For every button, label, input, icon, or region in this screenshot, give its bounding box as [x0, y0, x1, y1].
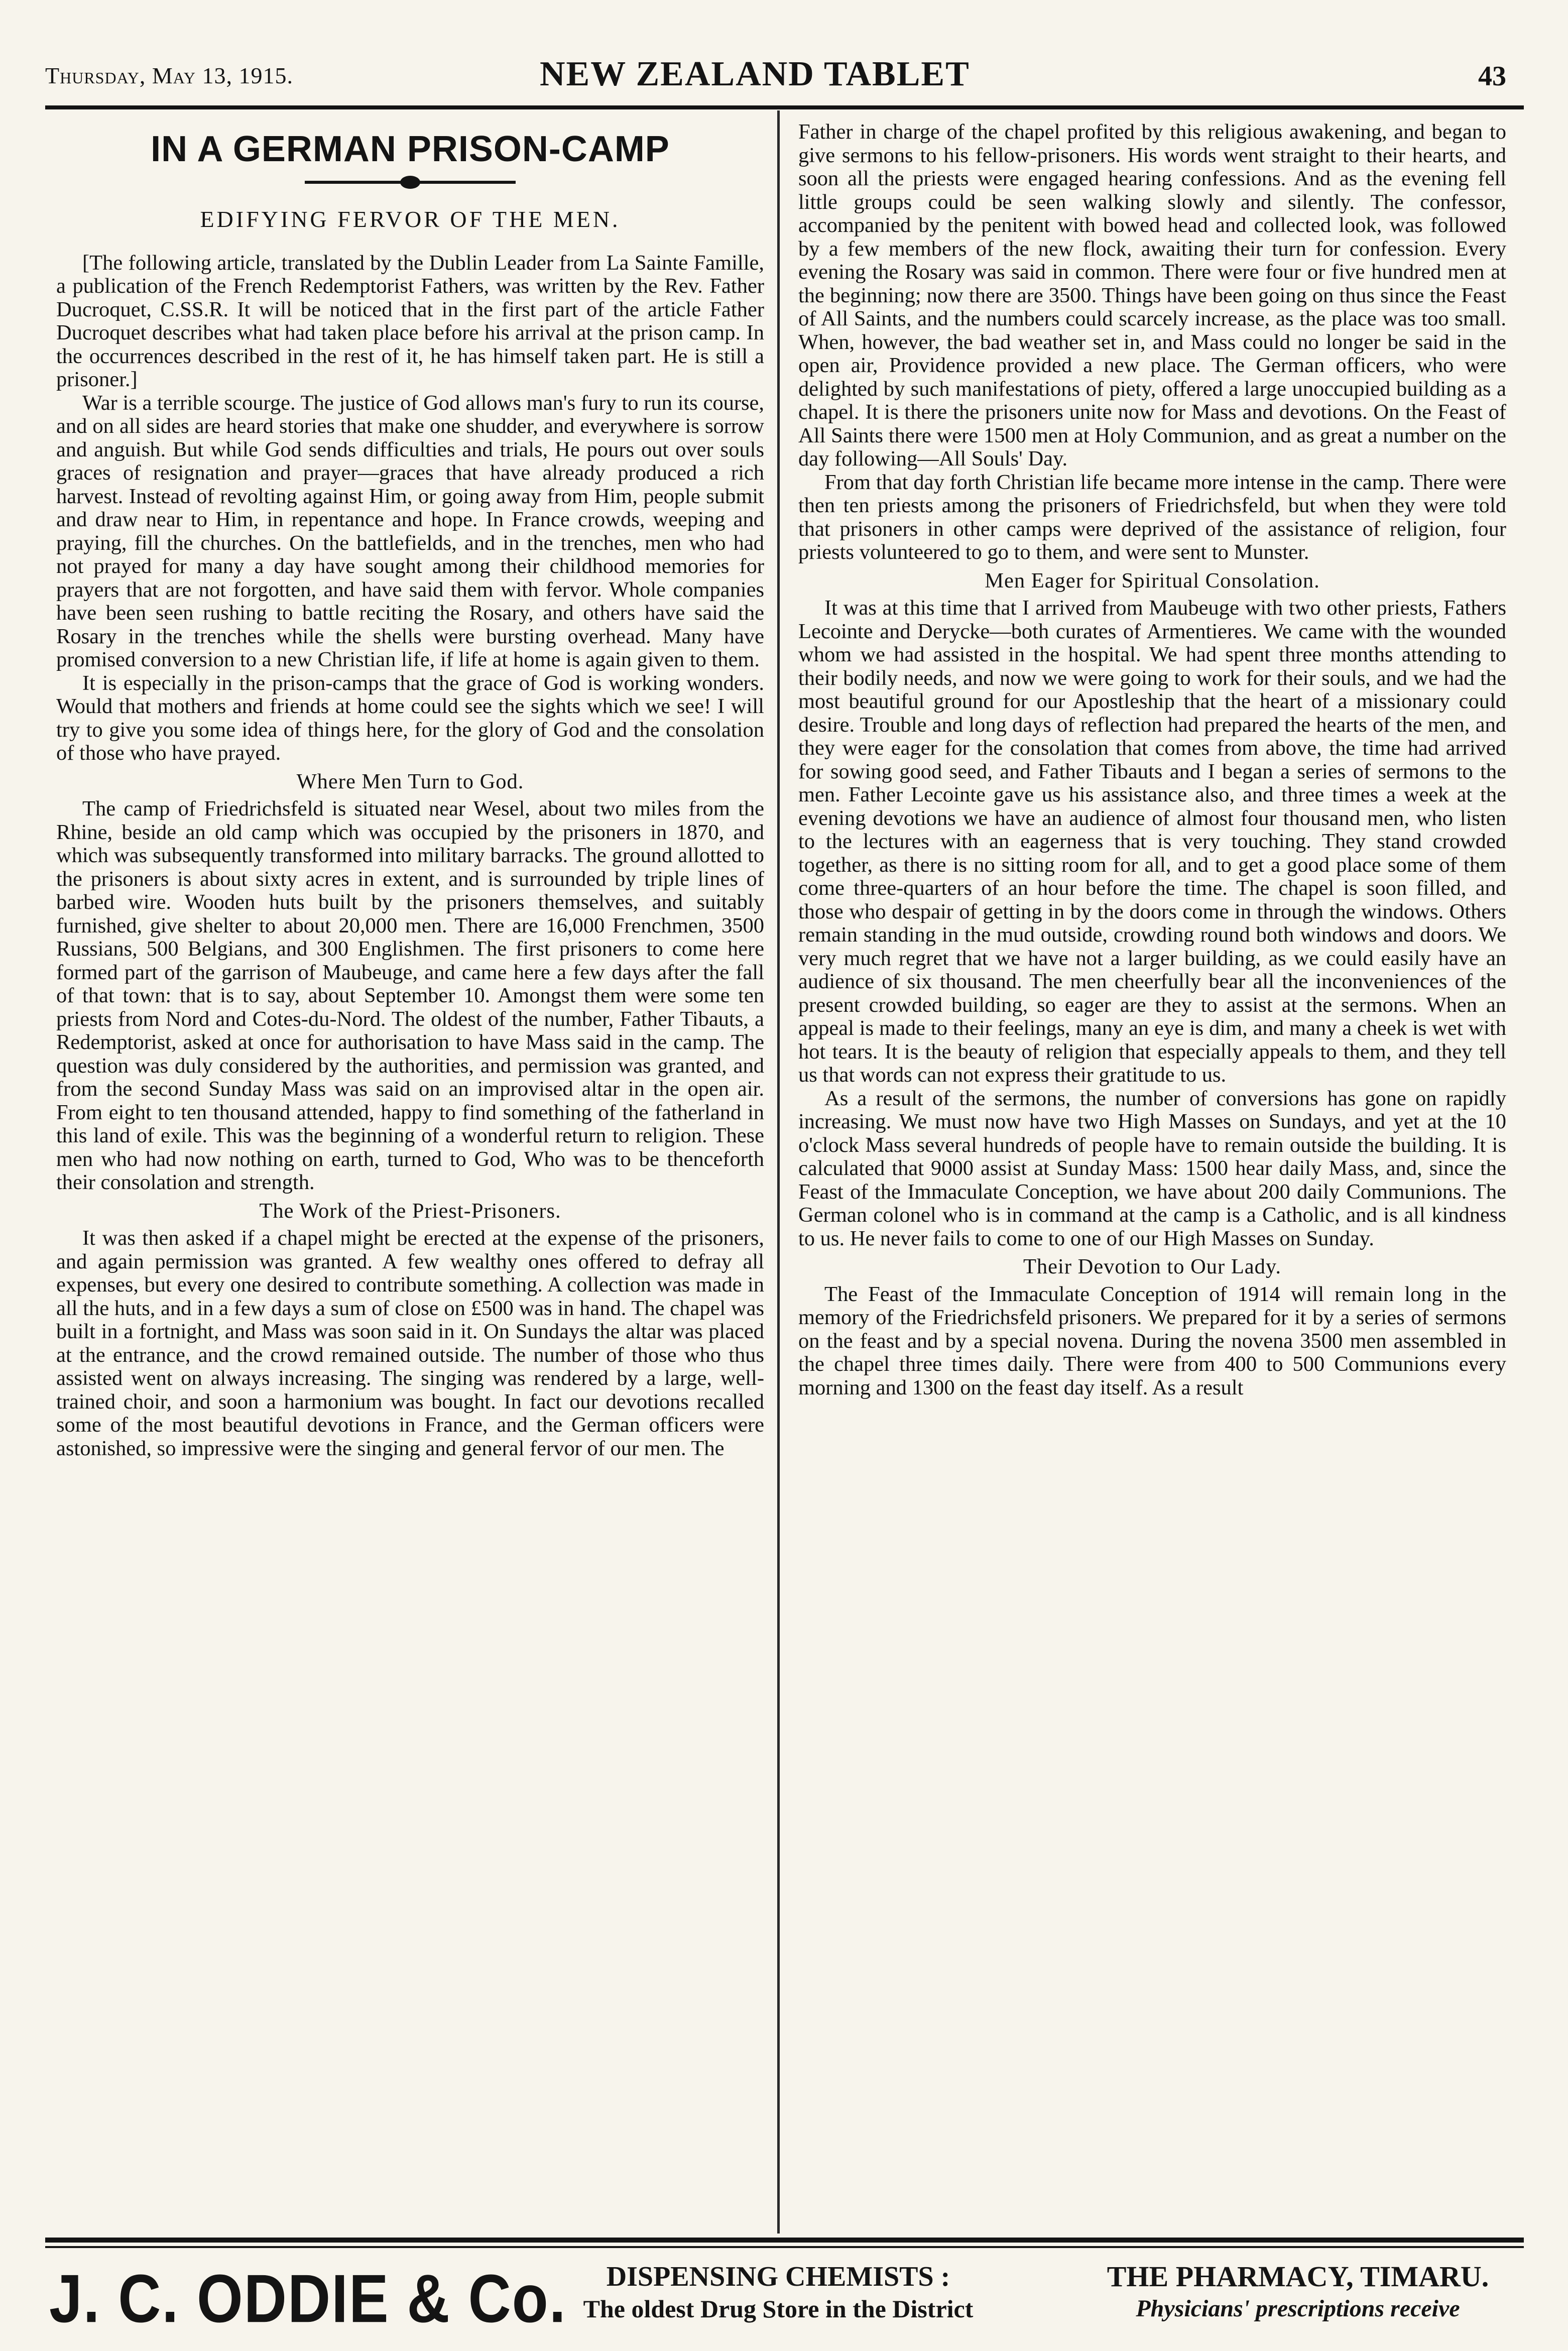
body-paragraph: Father in charge of the chapel profited by this religious awakening, and began to give sermons to his fellow-prisoners. His words went straight to their hearts, and soon all the priests were engaged hearing confessions. And as the evening fell little groups could be seen walking slowly and silently. The confessor, accompanied by the penitent with bowed head and collected look, was followed by a few members of the new flock, awaiting their turn for confession. Every evening the Rosary was said in common. There were four or five hundred men at the beginning; now there are 3500. Things have been going on thus since the Feast of All Saints, and the numbers could scarcely increase, as the place was too small. When, however, the bad weather set in, and Mass could no longer be said in the open air, Providence provided a new place. The German officers, who were delighted by such manifestations of piety, offered a large unoccupied building as a chapel. It is there the prisoners unite now for Mass and devotions. On the Feast of All Saints there were 1500 men at Holy Communion, and as great a number on the day following—All Souls' Day. — [798, 120, 1506, 471]
page-header — [45, 54, 1521, 104]
advertiser-location — [1079, 2261, 1516, 2325]
body-paragraph: From that day forth Christian life became more intense in the camp. There were then ten priests among the prisoners of Friedrichsfeld, but when they were told that prisoners in other camps were deprived of the assistance of religion, four priests volunteered to go to them, and were sent to Munster. — [798, 470, 1506, 564]
body-paragraph: As a result of the sermons, the number of conversions has gone on rapidly increasing. We must now have two High Masses on Sundays, and yet at the 10 o'clock Mass several hundreds of people have to remain outside the building. It is calculated that 9000 assist at Sunday Mass: 1500 hear daily Mass, and, since the Feast of the Immaculate Conception, we have about 200 daily Communions. The German colonel who is in command at the camp is a Catholic, and is all kindness to us. He never fails to come to one of our High Masses on Sunday. — [798, 1086, 1506, 1250]
section-heading: The Work of the Priest-Prisoners. — [259, 1199, 561, 1223]
body-paragraph: The Feast of the Immaculate Conception of 1914 will remain long in the memory of the Friedrichsfeld prisoners. We prepared for it by a series of sermons on the feast and by a special novena. During the novena 3500 men assembled in the chapel three times daily. There were from 400 to 500 Communions every morning and 1300 on the feast day itself. As a result — [798, 1282, 1506, 1399]
section-heading: Where Men Turn to God. — [296, 769, 524, 793]
ad-line: DISPENSING CHEMISTS : — [606, 2261, 950, 2292]
issue-date: Thursday, May 13, 1915. — [45, 63, 294, 88]
page-number: 43 — [1478, 61, 1506, 92]
article-subtitle: EDIFYING FERVOR OF THE MEN. — [200, 206, 621, 232]
title-ornament-rule — [305, 181, 516, 184]
body-paragraph: It was then asked if a chapel might be erected at the expense of the prisoners, and again permission was granted. A few wealthy ones offered to defray all expenses, but every one desired to contribute something. A collection was made in all the huts, and in a few days a sum of close on £500 was in hand. The chapel was built in a fortnight, and Mass was soon said in it. On Sundays the altar was placed at the entrance, and the crowd remained outside. The number of those who thus assisted went on always increasing. The singing was rendered by a large, well-trained choir, and soon a harmonium was bought. In fact our devotions recalled some of the most beautiful devotions in France, and the German officers were astonished, so impressive were the singing and general fervor of our men. The — [56, 1226, 764, 1460]
column-divider — [777, 110, 780, 2234]
footer-rule-thin — [45, 2246, 1524, 2248]
ad-line: The oldest Drug Store in the District — [583, 2295, 974, 2323]
article-title: IN A GERMAN PRISON-CAMP — [151, 129, 670, 169]
body-paragraph: It was at this time that I arrived from Maubeuge with two other priests, Fathers Lecointe and Derycke—both curates of Armentieres. We came with the wounded whom we had assisted in the hospital. We had spent three months attending to their bodily needs, and now we were going to work for their souls, and we had the most beautiful ground for our Apostleship that the heart of a missionary could desire. Trouble and long days of reflection had prepared the hearts of the men, and they were eager for the consolation that comes from above, the time had arrived for sowing good seed, and Father Tibauts and I began a series of sermons to the men. Father Lecointe gave us his assistance also, and three times a week at the evening devotions we have an audience of almost four thousand men, who listen to the lectures with an eagerness that is very touching. They stand crowded together, as there is no sitting room for all, and to get a good place some of them come three-quarters of an hour before the time. The chapel is soon filled, and those who despair of getting in by the doors come in through the windows. Others remain standing in the mud outside, crowding round both windows and doors. We very much regret that we have not a larger building, as we could easily have an audience of six thousand. The men cheerfully bear all the inconveniences of the present crowded building, so eager are they to assist at the sermons. When an appeal is made to their feelings, many an eye is dim, and many a cheek is wet with hot tears. It is the beauty of religion that especially appeals to them, and they tell us that words can not express their gratitude to us. — [798, 596, 1506, 1087]
article-column-left — [56, 121, 764, 2229]
body-paragraph: The camp of Friedrichsfeld is situated near Wesel, about two miles from the Rhine, beside an old camp which was occupied by the prisoners in 1870, and which was subsequently transformed into military barracks. The ground allotted to the prisoners is about sixty acres in extent, and is surrounded by triple lines of barbed wire. Wooden huts built by the prisoners themselves, and suitably furnished, give shelter to about 20,000 men. There are 16,000 Frenchmen, 3500 Russians, 500 Belgians, and 300 Englishmen. The first prisoners to come here formed part of the garrison of Maubeuge, and came here a few days after the fall of that town: that is to say, about September 10. Amongst them were some ten priests from Nord and Cotes-du-Nord. The oldest of the number, Father Tibauts, a Redemptorist, asked at once for authorisation to have Mass said in the camp. The question was duly considered by the authorities, and permission was granted, and from the second Sunday Mass was said on an improvised altar in the open air. From eight to ten thousand attended, happy to find something of the fatherland in this land of exile. This was the beginning of a wonderful return to religion. These men who had now nothing on earth, turned to God, Who was to be thenceforth their consolation and strength. — [56, 797, 764, 1194]
advertiser-tagline — [490, 2261, 1067, 2325]
editor-note-paragraph: [The following article, translated by the Dublin Leader from La Sainte Famille, a publication of the French Redemptorist Fathers, was written by the Rev. Father Ducroquet, C.SS.R. It will be noticed that in the first part of the article Father Ducroquet describes what had taken place before his arrival at the prison camp. In the occurrences described in the rest of it, he has himself taken part. He is still a prisoner.] — [56, 251, 764, 391]
ad-line: THE PHARMACY, TIMARU. — [1107, 2260, 1489, 2293]
body-paragraph: It is especially in the prison-camps that the grace of God is working wonders. Would that mothers and friends at home could see the sights which we see! I will try to give you some idea of things here, for the glory of God and the consolation of those who have prayed. — [56, 671, 764, 765]
advertiser-name: J. C. ODDIE & Co. — [49, 2261, 567, 2337]
header-rule — [45, 105, 1524, 109]
publication-title: NEW ZEALAND TABLET — [540, 55, 970, 93]
footer-rule — [45, 2238, 1524, 2243]
section-heading: Men Eager for Spiritual Consolation. — [985, 568, 1320, 593]
ad-line: Physicians' prescriptions receive — [1136, 2295, 1460, 2322]
section-heading: Their Devotion to Our Lady. — [1023, 1255, 1282, 1278]
body-paragraph: War is a terrible scourge. The justice of God allows man's fury to run its course, and on all sides are heard stories that make one shudder, and everywhere is sorrow and anguish. But while God sends difficulties and trials, He pours out over souls graces of resignation and prayer—graces that have already produced a rich harvest. Instead of revolting against Him, or going away from Him, people submit and draw near to Him, in repentance and hope. In France crowds, weeping and praying, fill the churches. On the battlefields, and in the trenches, men who had not prayed for many a day have sought among their childhood memories for prayers that are not forgotten, and have said them with fervor. Whole companies have been seen rushing to battle reciting the Rosary, and others have said the Rosary in the trenches while the shells were bursting overhead. Many have promised conversion to a new Christian life, if life at home is again given to them. — [56, 391, 764, 671]
advertisement-footer — [45, 2255, 1524, 2340]
article-column-right — [798, 121, 1506, 2229]
